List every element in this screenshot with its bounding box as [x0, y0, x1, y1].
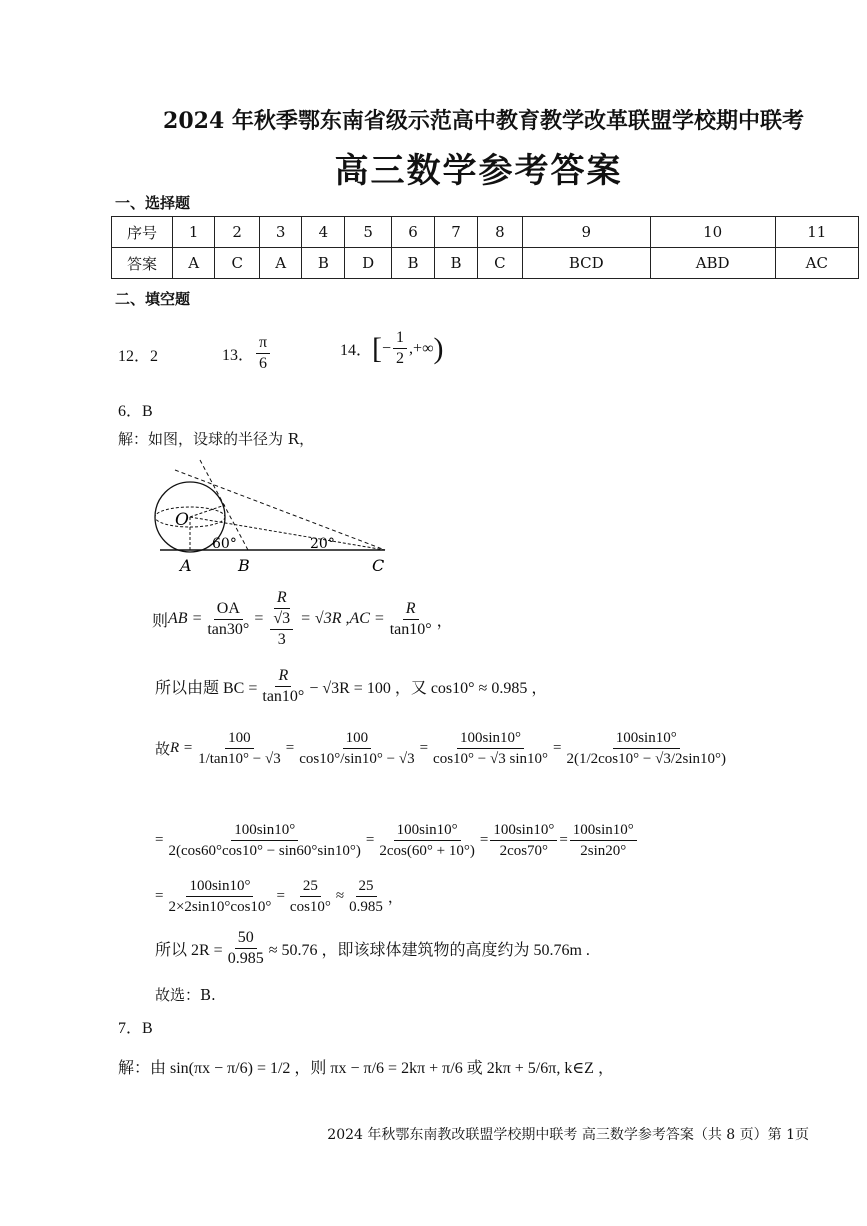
table-cell: 9 [522, 217, 650, 248]
fraction-numerator: R [275, 666, 291, 687]
answer-13 [222, 333, 272, 374]
table-cell: C [215, 248, 260, 279]
fraction-numerator: 100sin10° [231, 820, 298, 841]
angle-60-label: 60° [212, 536, 237, 552]
table-row-numbers [112, 217, 859, 248]
table-cell: 3 [260, 217, 302, 248]
text: ， [436, 612, 453, 630]
text: ≈ 50.76 ，即该球体建筑物的高度约为 50.76m . [268, 942, 590, 959]
fraction-numerator: 100sin10° [186, 876, 253, 897]
fraction-numerator: 100 [343, 728, 372, 749]
answer-13-label: 13． [222, 347, 255, 364]
fraction-denominator: 3 [277, 631, 286, 648]
fraction-numerator: R [274, 588, 290, 609]
text: − √3R = 100 ，又 cos10° ≈ 0.985 ， [309, 680, 548, 697]
label-B: B [238, 556, 250, 575]
fraction-numerator: 25 [356, 876, 377, 897]
answer-12: 12．2 [118, 348, 159, 365]
table-cell: 6 [391, 217, 434, 248]
fraction-denominator: 2cos(60° + 10°) [379, 843, 475, 859]
fraction-denominator: 2cos70° [499, 843, 549, 859]
q6-line1 [152, 588, 453, 650]
q6-line4: = $\frac{100\sin 10^\circ}{2(\cos 60^\circ\cos 10^\circ - \sin 60^\circ\sin 10^\circ)}$ = $\frac{100\sin 10^\circ}{2\cos(60^\circ + 10^\circ)}$ = $\frac{100\sin 10^\circ}{2\cos 70^\circ}$ = $\frac{100\sin 10^\circ}{2\sin 20^\circ}$ [155, 820, 639, 861]
fraction-numerator: 25 [300, 876, 321, 897]
interval-tail: ,+∞ [409, 339, 434, 357]
fraction-numerator: 100sin10° [570, 820, 637, 841]
fraction-denominator: 0.985 [349, 899, 383, 915]
row-label: 答案 [112, 248, 173, 279]
angle-20-label: 20° [310, 536, 335, 552]
text: 所以 2R = [155, 942, 223, 959]
label-C: C [372, 556, 385, 575]
table-cell: D [345, 248, 392, 279]
fraction-denominator: 2×2sin10°cos10° [168, 899, 272, 915]
table-cell: 11 [775, 217, 858, 248]
fraction-numerator: 100sin10° [613, 728, 680, 749]
table-cell: A [260, 248, 302, 279]
sphere-figure [140, 455, 400, 580]
fraction-numerator: 100sin10° [457, 728, 524, 749]
table-cell: B [435, 248, 478, 279]
fraction-denominator: 0.985 [227, 950, 264, 967]
text: 所以由题 BC = [155, 680, 258, 697]
text: R = [170, 740, 194, 756]
table-row-answers [112, 248, 859, 279]
label-A: A [180, 556, 192, 575]
answer-14-label: 14． [340, 342, 373, 359]
table-cell: B [391, 248, 434, 279]
fraction-denominator: 2sin20° [580, 843, 627, 859]
table-cell: ABD [650, 248, 775, 279]
table-cell: 1 [173, 217, 215, 248]
table-cell: B [302, 248, 345, 279]
text: 则 [152, 612, 169, 630]
page-title: 高三数学参考答案 [334, 151, 623, 191]
label-O: O [175, 510, 189, 530]
minus-sign: − [382, 339, 392, 357]
table-cell: C [478, 248, 523, 279]
text: AB = [168, 610, 203, 627]
table-cell: BCD [522, 248, 650, 279]
fraction-numerator: 100sin10° [490, 820, 557, 841]
q7-heading: 7．B [118, 1020, 153, 1037]
q6-heading: 6．B [118, 403, 153, 420]
fraction-denominator: 1/tan10° − √3 [198, 751, 281, 767]
q6-line2 [155, 666, 547, 707]
fraction-numerator: 1 [393, 328, 407, 349]
table-cell: 7 [435, 217, 478, 248]
fraction-denominator: tan10° [262, 688, 305, 705]
text: = [254, 610, 264, 627]
q6-choice: 故选：B. [155, 986, 216, 1004]
fraction-numerator: R [403, 599, 419, 620]
text: = √3R ,AC = [300, 610, 385, 627]
table-cell: 5 [345, 217, 392, 248]
fraction-denominator: 2(cos60°cos10° − sin60°sin10°) [168, 843, 361, 859]
left-bracket: [ [372, 331, 383, 365]
right-paren: ) [433, 331, 444, 365]
row-label: 序号 [112, 217, 173, 248]
q6-line6 [155, 928, 590, 969]
fraction-denominator: tan30° [207, 620, 250, 638]
exam-title: 2024 年秋季鄂东南省级示范高中教育教学改革联盟学校期中联考 [163, 108, 804, 134]
q6-line3: 故 R = $\frac{100}{1/\tan 10^\circ - √3}$ = $\frac{100}{\cos 10^\circ/\sin 10^\circ - √3}$ = $\frac{100\sin 10^\circ}{\cos 10^\circ - √3 \sin 10^\circ}$ = $\frac{100\sin 10^\circ}{2(1/2\cos 10^\circ - √3/2\sin 10^\circ)}$ [155, 728, 731, 769]
text: ， [387, 890, 403, 906]
text: 故 [155, 742, 171, 758]
section-choice-heading: 一、选择题 [115, 194, 191, 212]
answer-table [111, 216, 859, 279]
table-cell: 4 [302, 217, 345, 248]
section-fill-heading: 二、填空题 [115, 290, 191, 308]
fraction-denominator: cos10° [289, 899, 331, 915]
q6-line5: = $\frac{100\sin 10^\circ}{2\times 2\sin 10^\circ\cos 10^\circ}$ = $\frac{25}{\cos 10^\circ}$ ≈ $\frac{25}{0.985}$ ， [155, 878, 403, 915]
fraction-numerator: 100 [225, 728, 254, 749]
fraction-numerator: π [256, 333, 270, 354]
table-cell: 2 [215, 217, 260, 248]
q6-intro: 解：如图，设球的半径为 R， [118, 430, 315, 448]
table-cell: AC [775, 248, 858, 279]
table-cell: 8 [478, 217, 523, 248]
q7-line1: 解：由 sin(πx − π/6) = 1/2 ，则 πx − π/6 = 2kπ + π/6 或 2kπ + 5/6π, k∈Z ， [118, 1060, 614, 1077]
fraction-denominator: cos10° − √3 sin10° [433, 751, 548, 767]
fraction-denominator: tan10° [389, 620, 432, 638]
fraction-numerator: √3 [270, 609, 293, 630]
fraction-numerator: 50 [235, 928, 257, 949]
fraction-numerator: 100sin10° [394, 820, 461, 841]
answer-14 [340, 328, 443, 369]
page-footer: 2024 年秋鄂东南教改联盟学校期中联考 高三数学参考答案（共 8 页）第 1页 [327, 1127, 809, 1143]
fraction-numerator: OA [214, 599, 243, 620]
fraction-denominator: 2(1/2cos10° − √3/2sin10°) [566, 751, 726, 767]
table-cell: A [173, 248, 215, 279]
table-cell: 10 [650, 217, 775, 248]
fraction-denominator: 6 [259, 355, 268, 372]
fraction-denominator: 2 [396, 350, 405, 367]
fraction-denominator: cos10°/sin10° − √3 [299, 751, 415, 767]
